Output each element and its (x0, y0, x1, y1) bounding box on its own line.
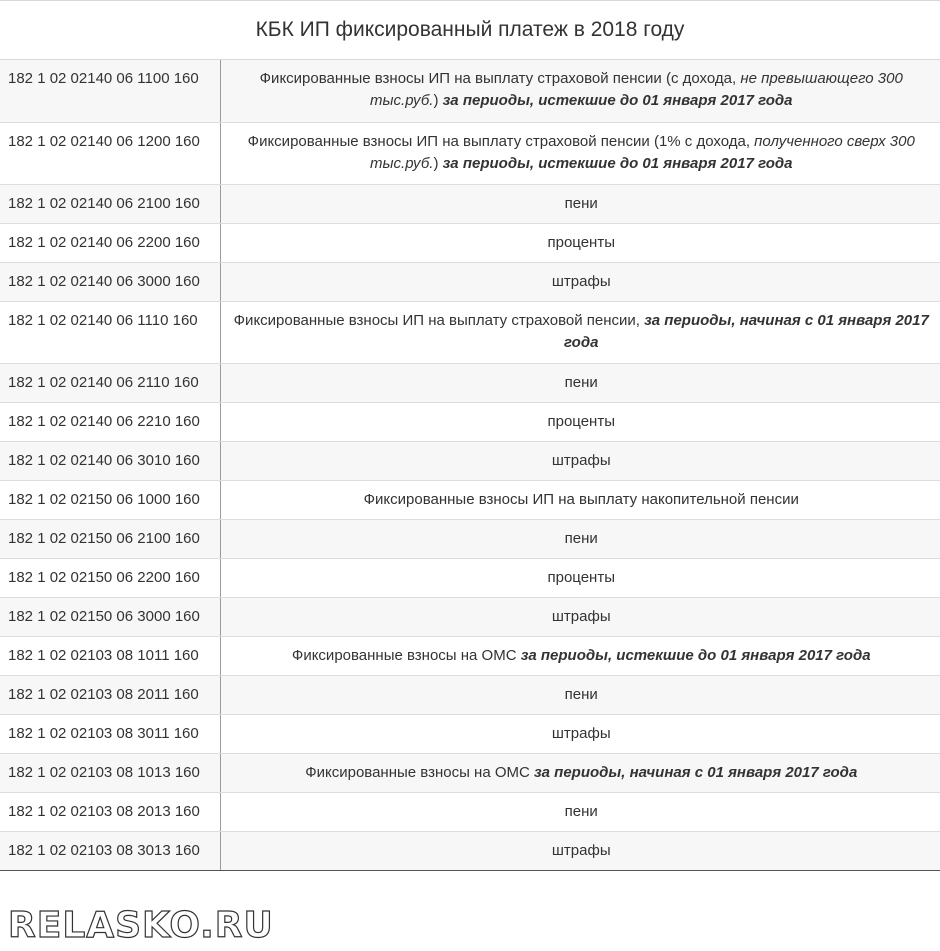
desc-bold: за периоды, истекшие до 01 января 2017 года (442, 92, 793, 109)
table-row (0, 60, 940, 122)
kbk-code: 182 1 02 02103 08 2013 160 (0, 792, 220, 831)
kbk-description: проценты (220, 402, 940, 441)
table-row (0, 753, 940, 792)
kbk-table (0, 60, 940, 871)
kbk-code: 182 1 02 02140 06 3000 160 (0, 262, 220, 301)
desc-bold: за периоды, начиная с 01 января 2017 года (534, 763, 858, 781)
table-row (0, 262, 940, 301)
kbk-description: штрафы (220, 262, 940, 301)
kbk-code: 182 1 02 02150 06 2100 160 (0, 519, 220, 558)
kbk-description: пени (220, 519, 940, 558)
table-row (0, 122, 940, 184)
kbk-code: 182 1 02 02140 06 2110 160 (0, 363, 220, 402)
kbk-code: 182 1 02 02103 08 1011 160 (0, 636, 220, 675)
kbk-description: Фиксированные взносы ИП на выплату накопительной пенсии (220, 480, 940, 519)
kbk-code: 182 1 02 02103 08 3011 160 (0, 714, 220, 753)
kbk-description (220, 636, 940, 675)
desc-italic: не превышающего 300 тыс.руб. (370, 70, 903, 109)
table-row (0, 184, 940, 223)
desc-plain-2: ) (433, 92, 443, 109)
kbk-description: пени (220, 792, 940, 831)
table-row (0, 363, 940, 402)
kbk-description: пени (220, 675, 940, 714)
table-row (0, 223, 940, 262)
kbk-description: штрафы (220, 714, 940, 753)
desc-plain: Фиксированные взносы ИП на выплату страховой пенсии (1% с дохода, (247, 132, 755, 150)
kbk-description: штрафы (220, 597, 940, 636)
table-row (0, 301, 940, 363)
desc-bold: за периоды, начиная с 01 января 2017 года (564, 311, 929, 351)
kbk-code: 182 1 02 02150 06 1000 160 (0, 480, 220, 519)
desc-bold: за периоды, истекшие до 01 января 2017 года (442, 154, 793, 172)
kbk-code: 182 1 02 02150 06 2200 160 (0, 558, 220, 597)
kbk-description (220, 122, 940, 184)
kbk-code: 182 1 02 02140 06 2210 160 (0, 402, 220, 441)
kbk-description (220, 753, 940, 792)
kbk-code: 182 1 02 02150 06 3000 160 (0, 597, 220, 636)
kbk-code: 182 1 02 02103 08 2011 160 (0, 675, 220, 714)
table-row (0, 441, 940, 480)
kbk-code: 182 1 02 02140 06 1200 160 (0, 122, 220, 184)
desc-plain: Фиксированные взносы ИП на выплату страховой пенсии (с дохода, (259, 70, 741, 87)
kbk-code: 182 1 02 02103 08 1013 160 (0, 753, 220, 792)
kbk-code: 182 1 02 02140 06 1110 160 (0, 301, 220, 363)
table-row (0, 519, 940, 558)
desc-bold: за периоды, истекшие до 01 января 2017 года (520, 646, 871, 664)
kbk-code: 182 1 02 02140 06 2100 160 (0, 184, 220, 223)
table-row (0, 831, 940, 870)
kbk-code: 182 1 02 02140 06 3010 160 (0, 441, 220, 480)
desc-plain: Фиксированные взносы на ОМС (305, 763, 534, 781)
table-row (0, 597, 940, 636)
kbk-description: проценты (220, 223, 940, 262)
desc-plain-2: ) (433, 154, 443, 172)
kbk-code: 182 1 02 02140 06 1100 160 (0, 60, 220, 122)
kbk-description: пени (220, 363, 940, 402)
table-row (0, 714, 940, 753)
table-row (0, 558, 940, 597)
kbk-code: 182 1 02 02140 06 2200 160 (0, 223, 220, 262)
kbk-description: пени (220, 184, 940, 223)
kbk-table-body (0, 60, 940, 870)
table-row (0, 792, 940, 831)
kbk-description (220, 301, 940, 363)
desc-plain: Фиксированные взносы ИП на выплату страховой пенсии, (233, 311, 645, 329)
table-row (0, 636, 940, 675)
table-row (0, 675, 940, 714)
page-title: КБК ИП фиксированный платеж в 2018 году (0, 0, 940, 60)
kbk-description: штрафы (220, 441, 940, 480)
watermark-logo: RELASKO.RU (8, 905, 274, 946)
kbk-description: штрафы (220, 831, 940, 870)
table-row (0, 480, 940, 519)
kbk-code: 182 1 02 02103 08 3013 160 (0, 831, 220, 870)
table-row (0, 402, 940, 441)
kbk-description (220, 60, 940, 122)
kbk-description: проценты (220, 558, 940, 597)
desc-italic: полученного сверх 300 тыс.руб. (370, 132, 915, 172)
desc-plain: Фиксированные взносы на ОМС (291, 646, 521, 664)
